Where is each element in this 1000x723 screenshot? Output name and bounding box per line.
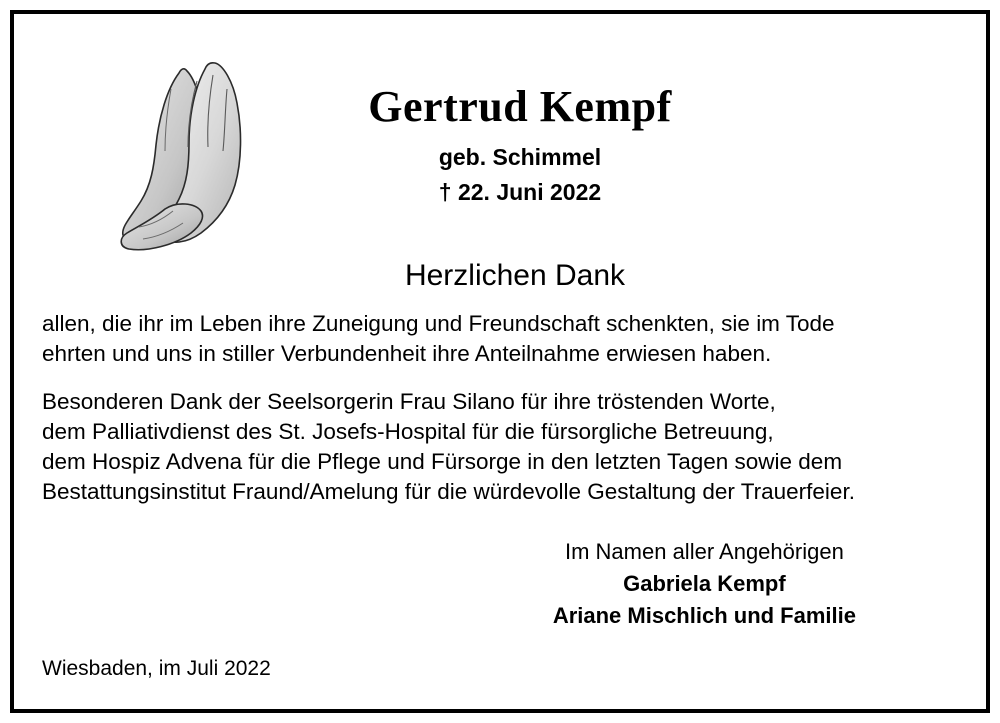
paragraph-2 (42, 387, 968, 507)
paragraph-1 (42, 309, 968, 369)
obituary-inner (14, 14, 986, 709)
deceased-name: Gertrud Kempf (368, 82, 672, 131)
body-text (42, 309, 968, 525)
paragraph-2-line-2: dem Palliativdienst des St. Josefs-Hospital für die fürsorgliche Betreuung, (42, 418, 774, 444)
deceased-header (14, 84, 986, 206)
paragraph-2-line-1: Besonderen Dank der Seelsorgerin Frau Silano für ihre tröstenden Worte, (42, 388, 776, 414)
paragraph-1-line-2: ehrten und uns in stiller Verbundenheit ihre Anteilnahme erwiesen haben. (42, 340, 772, 366)
signature-block (553, 536, 856, 632)
place-and-date: Wiesbaden, im Juli 2022 (42, 657, 271, 680)
paragraph-1-line-1: allen, die ihr im Leben ihre Zuneigung und Freundschaft schenkten, sie im Tode (42, 311, 835, 336)
paragraph-2-line-4: Bestattungsinstitut Fraund/Amelung für die würdevolle Gestaltung der Trauerfeier. (42, 478, 855, 504)
obituary-card (10, 10, 990, 713)
signature-name-1: Gabriela Kempf (623, 570, 786, 596)
paragraph-2-line-3: dem Hospiz Advena für die Pflege und Fürsorge in den letzten Tagen sowie dem (42, 448, 843, 474)
signature-intro: Im Namen aller Angehörigen (564, 539, 844, 564)
maiden-name: geb. Schimmel (438, 144, 602, 171)
signature-name-2: Ariane Mischlich und Familie (552, 602, 856, 628)
death-date: † 22. Juni 2022 (438, 179, 602, 206)
thanks-title: Herzlichen Dank (404, 259, 626, 292)
